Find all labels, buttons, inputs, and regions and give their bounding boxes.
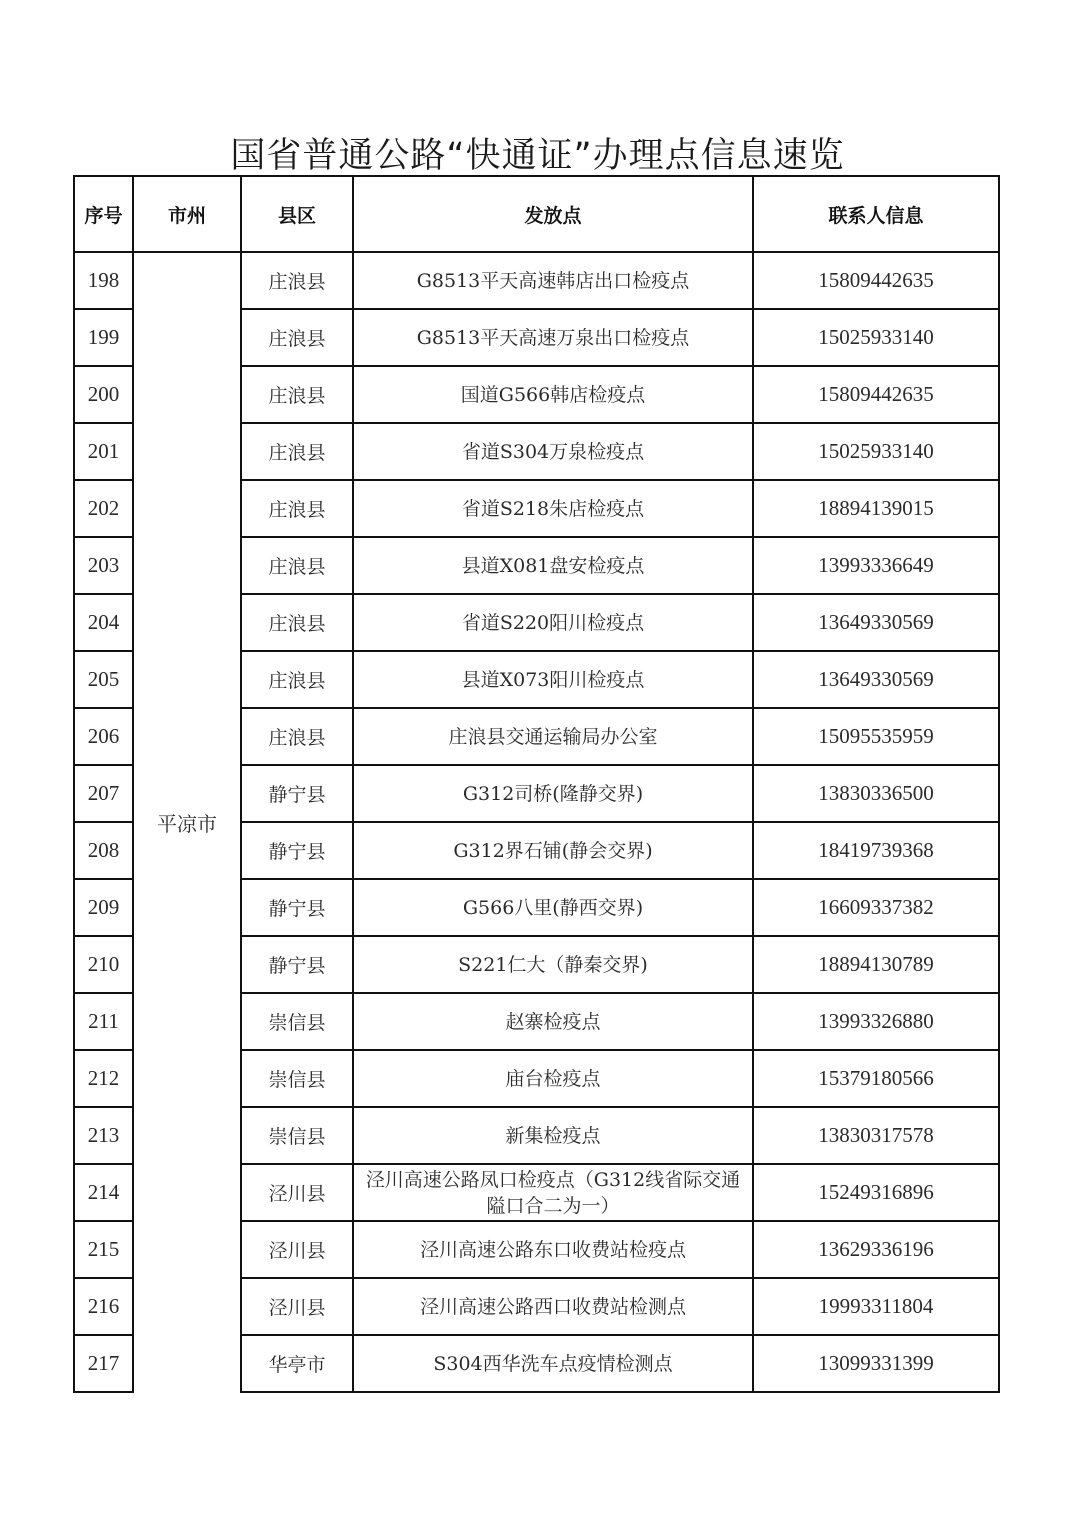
cell-contact: 15025933140 xyxy=(753,423,999,480)
cell-contact: 15249316896 xyxy=(753,1164,999,1221)
cell-county: 静宁县 xyxy=(241,936,353,993)
cell-contact: 13649330569 xyxy=(753,594,999,651)
cell-county: 静宁县 xyxy=(241,822,353,879)
cell-point: 县道X073阳川检疫点 xyxy=(353,651,753,708)
cell-point: G8513平天高速万泉出口检疫点 xyxy=(353,309,753,366)
cell-seq: 213 xyxy=(74,1107,133,1164)
cell-seq: 200 xyxy=(74,366,133,423)
cell-county: 泾川县 xyxy=(241,1278,353,1335)
cell-point: 泾川高速公路凤口检疫点（G312线省际交通隘口合二为一） xyxy=(353,1164,753,1221)
cell-contact: 16609337382 xyxy=(753,879,999,936)
cell-seq: 207 xyxy=(74,765,133,822)
cell-county: 静宁县 xyxy=(241,765,353,822)
cell-seq: 206 xyxy=(74,708,133,765)
cell-seq: 198 xyxy=(74,252,133,309)
cell-point: 县道X081盘安检疫点 xyxy=(353,537,753,594)
cell-county: 泾川县 xyxy=(241,1221,353,1278)
cell-seq: 203 xyxy=(74,537,133,594)
cell-point: 省道S218朱店检疫点 xyxy=(353,480,753,537)
cell-county: 庄浪县 xyxy=(241,252,353,309)
cell-contact: 13629336196 xyxy=(753,1221,999,1278)
cell-contact: 15025933140 xyxy=(753,309,999,366)
cell-contact: 13830336500 xyxy=(753,765,999,822)
cell-county: 庄浪县 xyxy=(241,537,353,594)
cell-county: 庄浪县 xyxy=(241,309,353,366)
document-title: 国省普通公路“快通证”办理点信息速览 xyxy=(230,136,845,176)
cell-point: G566八里(静西交界) xyxy=(353,879,753,936)
header-county: 县区 xyxy=(241,176,353,252)
cell-contact: 19993311804 xyxy=(753,1278,999,1335)
cell-point: S304西华洗车点疫情检测点 xyxy=(353,1335,753,1392)
cell-point: 新集检疫点 xyxy=(353,1107,753,1164)
cell-contact: 18894139015 xyxy=(753,480,999,537)
cell-county: 庄浪县 xyxy=(241,423,353,480)
cell-point: 泾川高速公路西口收费站检测点 xyxy=(353,1278,753,1335)
cell-point: 省道S220阳川检疫点 xyxy=(353,594,753,651)
cell-contact: 18894130789 xyxy=(753,936,999,993)
cell-point: G312司桥(隆静交界) xyxy=(353,765,753,822)
cell-point: 省道S304万泉检疫点 xyxy=(353,423,753,480)
header-point: 发放点 xyxy=(353,176,753,252)
cell-contact: 13830317578 xyxy=(753,1107,999,1164)
cell-seq: 212 xyxy=(74,1050,133,1107)
cell-seq: 209 xyxy=(74,879,133,936)
cell-point: 泾川高速公路东口收费站检疫点 xyxy=(353,1221,753,1278)
cell-seq: 204 xyxy=(74,594,133,651)
cell-county: 庄浪县 xyxy=(241,651,353,708)
cell-seq: 215 xyxy=(74,1221,133,1278)
cell-county: 崇信县 xyxy=(241,1050,353,1107)
cell-contact: 13649330569 xyxy=(753,651,999,708)
cell-point: 庄浪县交通运输局办公室 xyxy=(353,708,753,765)
header-city: 市州 xyxy=(133,176,241,252)
cell-seq: 216 xyxy=(74,1278,133,1335)
cell-city-group: 平凉市 xyxy=(133,252,241,1392)
cell-county: 泾川县 xyxy=(241,1164,353,1221)
cell-contact: 13993336649 xyxy=(753,537,999,594)
cell-county: 华亭市 xyxy=(241,1335,353,1392)
table-row xyxy=(74,252,999,309)
cell-contact: 13993326880 xyxy=(753,993,999,1050)
cell-county: 崇信县 xyxy=(241,993,353,1050)
cell-seq: 205 xyxy=(74,651,133,708)
cell-point: G8513平天高速韩店出口检疫点 xyxy=(353,252,753,309)
cell-county: 庄浪县 xyxy=(241,594,353,651)
cell-contact: 13099331399 xyxy=(753,1335,999,1392)
cell-seq: 214 xyxy=(74,1164,133,1221)
cell-contact: 15809442635 xyxy=(753,366,999,423)
cell-seq: 201 xyxy=(74,423,133,480)
cell-county: 庄浪县 xyxy=(241,480,353,537)
cell-seq: 208 xyxy=(74,822,133,879)
cell-seq: 202 xyxy=(74,480,133,537)
cell-seq: 210 xyxy=(74,936,133,993)
cell-point: G312界石铺(静会交界) xyxy=(353,822,753,879)
cell-seq: 217 xyxy=(74,1335,133,1392)
cell-county: 崇信县 xyxy=(241,1107,353,1164)
cell-point: S221仁大（静秦交界) xyxy=(353,936,753,993)
cell-seq: 199 xyxy=(74,309,133,366)
header-seq: 序号 xyxy=(74,176,133,252)
cell-contact: 18419739368 xyxy=(753,822,999,879)
cell-contact: 15379180566 xyxy=(753,1050,999,1107)
cell-contact: 15809442635 xyxy=(753,252,999,309)
header-contact: 联系人信息 xyxy=(753,176,999,252)
cell-point: 国道G566韩店检疫点 xyxy=(353,366,753,423)
cell-county: 静宁县 xyxy=(241,879,353,936)
cell-seq: 211 xyxy=(74,993,133,1050)
cell-contact: 15095535959 xyxy=(753,708,999,765)
table-header-row xyxy=(74,176,999,252)
cell-point: 庙台检疫点 xyxy=(353,1050,753,1107)
cell-point: 赵寨检疫点 xyxy=(353,993,753,1050)
issuance-points-table xyxy=(73,175,1000,1393)
cell-county: 庄浪县 xyxy=(241,708,353,765)
cell-county: 庄浪县 xyxy=(241,366,353,423)
